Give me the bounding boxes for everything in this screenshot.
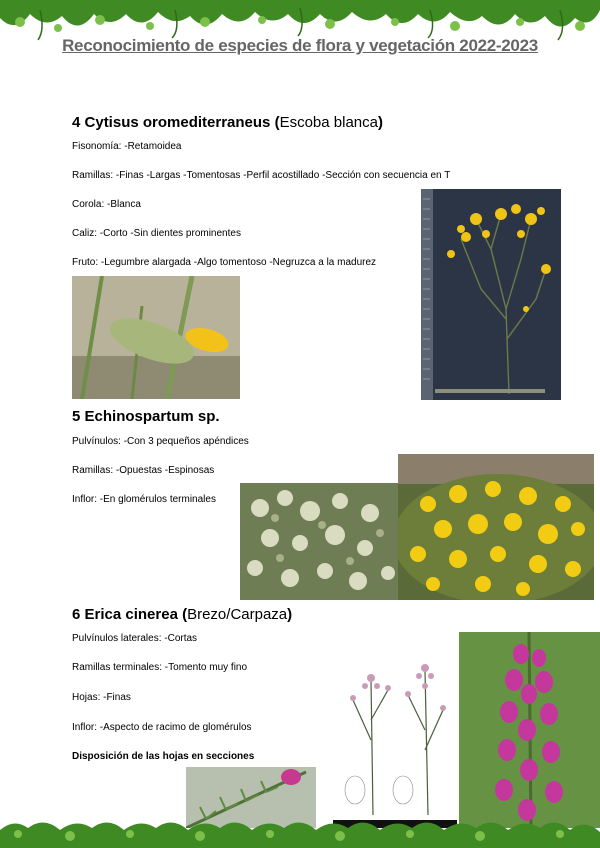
trait-line: Pulvínulos laterales: -Cortas [72,633,198,644]
erica-illustration [333,640,457,828]
document-title: Reconocimiento de especies de flora y vegetación 2022-2023 [62,36,538,55]
scientific-name: Cytisus oromediterraneus [84,114,271,131]
open-paren: ( [270,114,280,131]
trait-line: Caliz: -Corto -Sin dientes prominentes [72,228,241,239]
cytisus-herbarium-photo [421,189,561,400]
trait-line: Ramillas: -Opuestas -Espinosas [72,465,215,476]
echinospartum-flowering-photo [398,454,594,600]
section-title-erica [72,606,292,623]
echinospartum-cushion-photo [240,483,398,600]
bottom-foliage-border [0,816,600,848]
trait-line: Pulvínulos: -Con 3 pequeños apéndices [72,436,249,447]
section-title-echinospartum [72,408,220,425]
section-number: 5 [72,408,81,425]
scientific-name: Echinospartum sp. [84,408,220,425]
common-name: Brezo/Carpaza [187,606,288,623]
trait-line-bold: Disposición de las hojas en secciones [72,751,255,762]
open-paren: ( [177,606,188,623]
close-paren: ) [287,606,293,623]
trait-line: Inflor: -En glomérulos terminales [72,494,216,505]
section-title-cytisus [72,114,383,131]
scientific-name: Erica cinerea [84,606,178,623]
trait-line: Ramillas terminales: -Tomento muy fino [72,662,248,673]
close-paren: ) [377,114,383,131]
cytisus-pod-photo [72,276,240,399]
trait-line: Ramillas: -Finas -Largas -Tomentosas -Perfil acostillado -Sección con secuencia en T [72,170,451,181]
trait-line: Fruto: -Legumbre alargada -Algo tomentoso -Negruzca a la madurez [72,257,377,268]
trait-line: Fisonomía: -Retamoidea [72,141,182,152]
common-name: Escoba blanca [279,114,378,131]
trait-line: Hojas: -Finas [72,692,131,703]
section-number: 6 [72,606,81,623]
trait-line: Inflor: -Aspecto de racimo de glomérulos [72,722,252,733]
section-number: 4 [72,114,81,131]
trait-line: Corola: -Blanca [72,199,141,210]
erica-flower-photo [459,632,600,828]
